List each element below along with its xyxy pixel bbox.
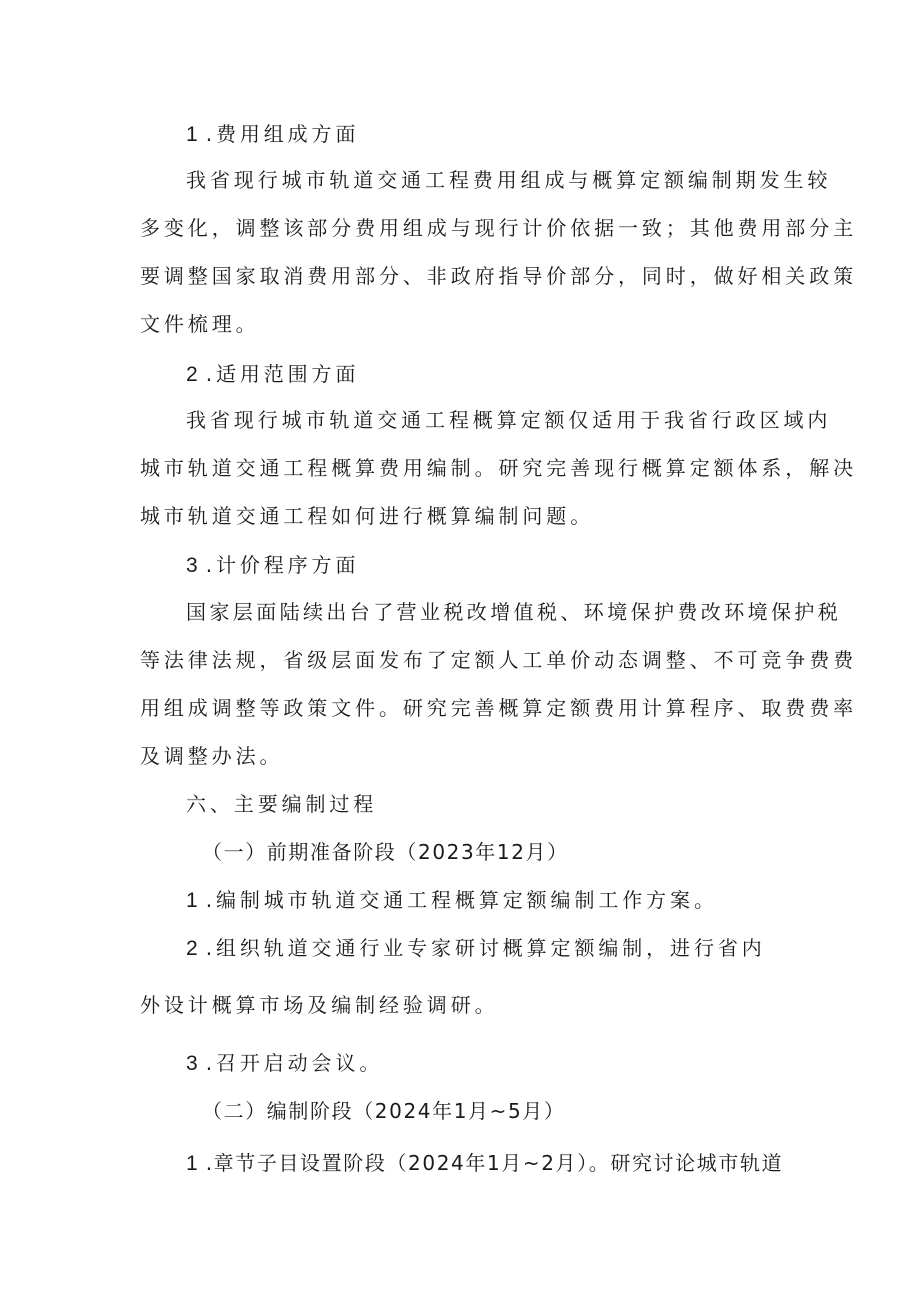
heading-cost-composition — [186, 120, 359, 149]
paragraph-line: 城市轨道交通工程如何进行概算编制问题。 — [140, 504, 595, 528]
item-number: 3 — [186, 554, 198, 577]
paragraph-line: 要调整国家取消费用部分、非政府指导价部分，同时，做好相关政策 — [140, 264, 857, 288]
paragraph-line: 等法律法规，省级层面发布了定额人工单价动态调整、不可竞争费费 — [140, 648, 857, 672]
paragraph-line: 我省现行城市轨道交通工程概算定额仅适用于我省行政区域内 — [186, 408, 832, 432]
list-item-text: .召开启动会议。 — [205, 1051, 384, 1075]
list-item-text: .组织轨道交通行业专家研讨概算定额编制，进行省内 — [205, 936, 766, 960]
list-item — [186, 1149, 783, 1178]
heading-text: .费用组成方面 — [205, 122, 360, 146]
heading-pricing-procedure — [186, 551, 359, 580]
heading-text: .计价程序方面 — [205, 553, 360, 577]
heading-scope — [186, 360, 359, 389]
subsection-heading-preparation: （一）前期准备阶段（2023年12月） — [202, 840, 569, 864]
list-item — [186, 934, 766, 963]
item-number: 2 — [186, 937, 198, 960]
section-heading-main-process: 六、主要编制过程 — [186, 792, 378, 816]
list-item — [186, 1049, 383, 1078]
paragraph-line: 城市轨道交通工程概算费用编制。研究完善现行概算定额体系，解决 — [140, 456, 857, 480]
paragraph-line: 国家层面陆续出台了营业税改增值税、环境保护费改环境保护税 — [186, 600, 842, 624]
paragraph-line: 多变化，调整该部分费用组成与现行计价依据一致；其他费用部分主 — [140, 216, 857, 240]
list-item — [186, 886, 718, 915]
paragraph-line: 用组成调整等政策文件。研究完善概算定额费用计算程序、取费费率 — [140, 696, 857, 720]
item-number: 1 — [186, 889, 198, 912]
paragraph-line: 我省现行城市轨道交通工程费用组成与概算定额编制期发生较 — [186, 168, 832, 192]
subsection-heading-compilation: （二）编制阶段（2024年1月~5月） — [202, 1099, 566, 1123]
paragraph-line: 及调整办法。 — [140, 744, 284, 768]
heading-text: .适用范围方面 — [205, 362, 360, 386]
item-number: 1 — [186, 123, 198, 146]
item-number: 3 — [186, 1052, 198, 1075]
item-number: 1 — [186, 1152, 198, 1175]
paragraph-line: 文件梳理。 — [140, 312, 260, 336]
list-item-text: .章节子目设置阶段（2024年1月~2月）。研究讨论城市轨道 — [205, 1151, 784, 1175]
paragraph-line: 外设计概算市场及编制经验调研。 — [140, 993, 499, 1017]
list-item-text: .编制城市轨道交通工程概算定额编制工作方案。 — [205, 888, 718, 912]
item-number: 2 — [186, 363, 198, 386]
